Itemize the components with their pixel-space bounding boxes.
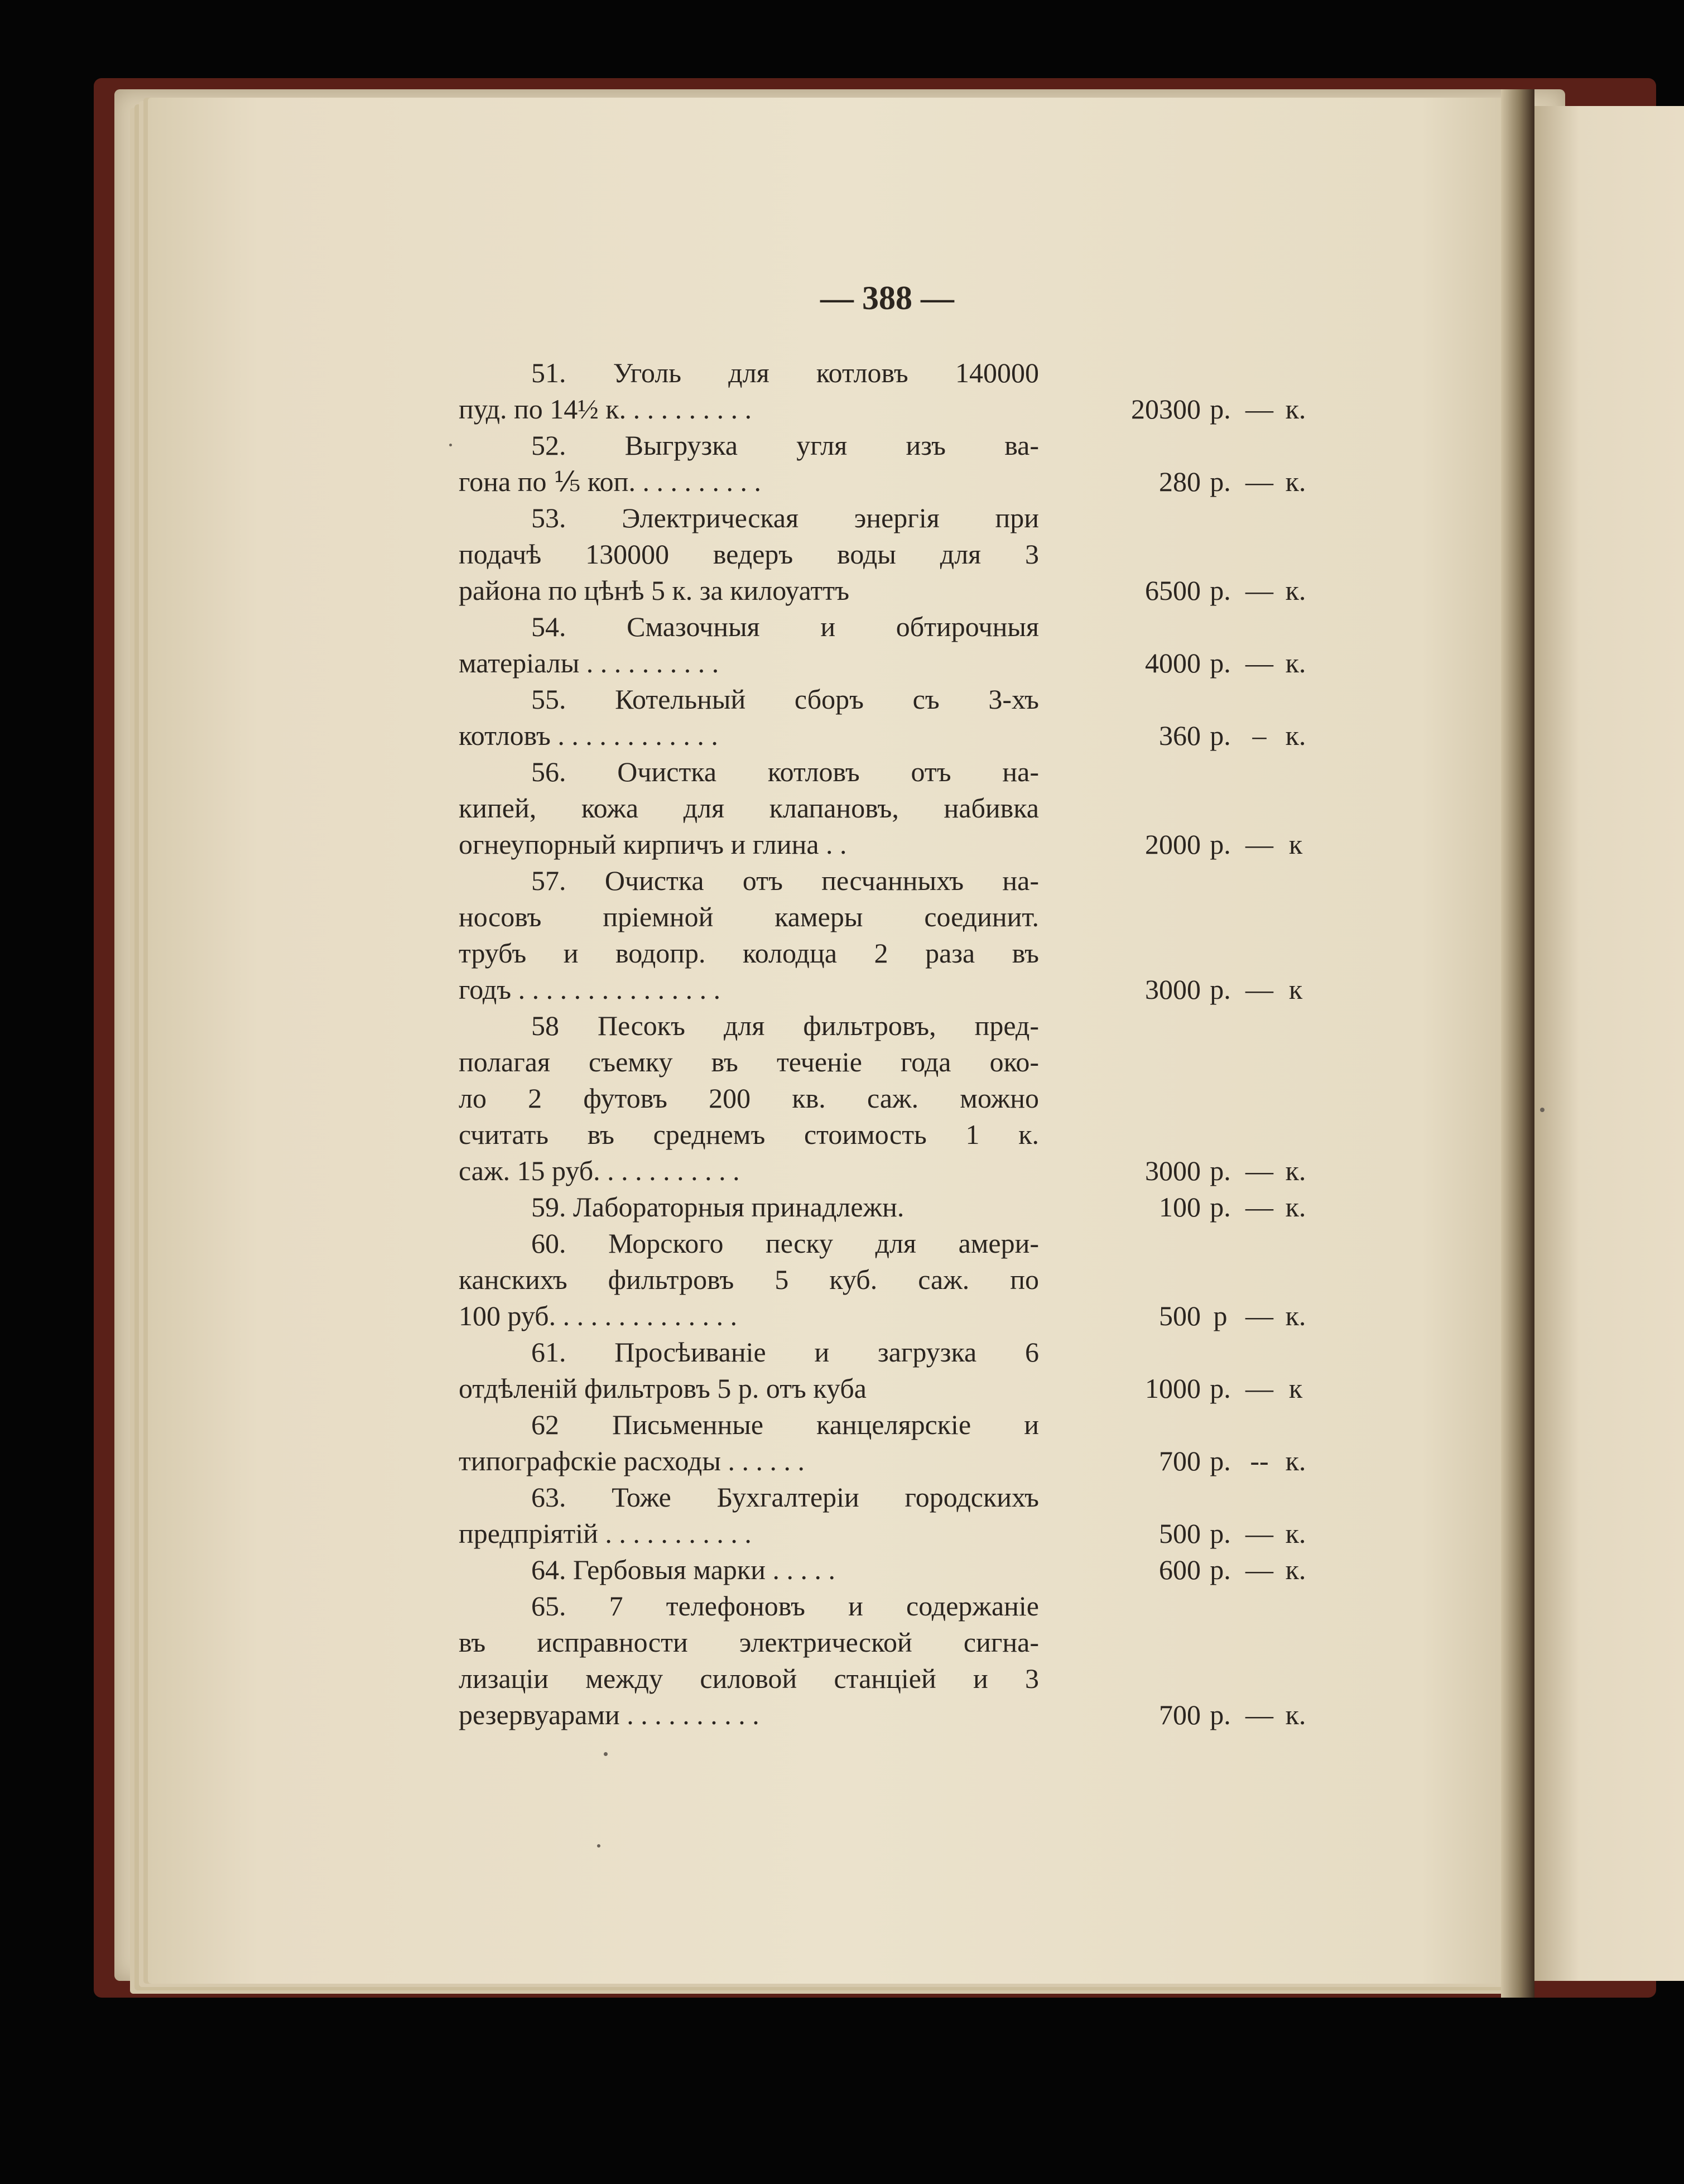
ruble-unit: р. bbox=[1210, 1554, 1231, 1585]
expense-text: гона по ⅕ коп. . . . . . . . . . bbox=[459, 466, 761, 497]
expense-item bbox=[459, 1334, 1329, 1407]
expense-line bbox=[459, 1080, 1329, 1117]
kopeck-unit: к. bbox=[1285, 1300, 1306, 1331]
expense-text: 100 руб. . . . . . . . . . . . . . bbox=[459, 1300, 738, 1331]
expense-item bbox=[459, 754, 1329, 863]
expense-item bbox=[459, 1588, 1329, 1733]
ruble-unit: р bbox=[1213, 1300, 1228, 1331]
kopeck-unit: к bbox=[1288, 1373, 1303, 1404]
expense-text: 58 Песокъ для фильтровъ, пред- bbox=[531, 1010, 1039, 1041]
expense-item bbox=[459, 863, 1329, 1008]
expense-amount: 3000 bbox=[1145, 974, 1201, 1005]
ruble-unit: р. bbox=[1210, 1191, 1231, 1223]
expense-item bbox=[459, 609, 1329, 681]
expense-item bbox=[459, 1552, 1329, 1588]
expense-line bbox=[459, 935, 1329, 971]
expense-item bbox=[459, 681, 1329, 754]
expense-line bbox=[459, 718, 1329, 754]
expense-text: лизаціи между силовой станціей и 3 bbox=[459, 1663, 1039, 1694]
expense-text: носовъ пріемной камеры соединит. bbox=[459, 901, 1039, 932]
expense-amount: 1000 bbox=[1145, 1373, 1201, 1404]
expense-line bbox=[459, 1697, 1329, 1733]
dash-mark: — bbox=[1245, 1518, 1273, 1549]
kopeck-unit: к bbox=[1288, 829, 1303, 860]
expense-line bbox=[459, 1262, 1329, 1298]
expense-line bbox=[459, 1334, 1329, 1370]
expense-text: годъ . . . . . . . . . . . . . . . bbox=[459, 974, 721, 1005]
expense-line bbox=[459, 681, 1329, 718]
expense-text: 64. Гербовыя марки . . . . . bbox=[531, 1554, 835, 1585]
expense-line bbox=[459, 1552, 1329, 1588]
expense-text: въ исправности электрической сигна- bbox=[459, 1627, 1039, 1658]
expense-text: канскихъ фильтровъ 5 куб. саж. по bbox=[459, 1264, 1039, 1295]
expense-text: огнеупорный кирпичъ и глина . . bbox=[459, 829, 847, 860]
expense-line bbox=[459, 790, 1329, 826]
expense-text: 55. Котельный сборъ съ 3-хъ bbox=[531, 684, 1039, 715]
expense-text: трубъ и водопр. колодца 2 раза въ bbox=[459, 937, 1039, 969]
expense-line bbox=[459, 1298, 1329, 1334]
expense-line bbox=[459, 609, 1329, 645]
kopeck-unit: к. bbox=[1285, 1191, 1306, 1223]
dash-mark: – bbox=[1252, 720, 1267, 751]
dash-mark: — bbox=[1245, 1373, 1273, 1404]
expense-amount: 360 bbox=[1159, 720, 1201, 751]
expense-text: матеріалы . . . . . . . . . . bbox=[459, 647, 719, 679]
expense-text: района по цѣнѣ 5 к. за килоуаттъ bbox=[459, 575, 850, 606]
expense-text: ло 2 футовъ 200 кв. саж. можно bbox=[459, 1083, 1039, 1114]
expense-text: предпріятій . . . . . . . . . . . bbox=[459, 1518, 752, 1549]
kopeck-unit: к. bbox=[1285, 1518, 1306, 1549]
expense-text: 53. Электрическая энергія при bbox=[531, 502, 1039, 533]
expense-line bbox=[459, 1479, 1329, 1516]
dash-mark: — bbox=[1245, 647, 1273, 679]
expense-text: 56. Очистка котловъ отъ на- bbox=[531, 756, 1039, 787]
expense-line bbox=[459, 1443, 1329, 1479]
expense-text: пуд. по 14½ к. . . . . . . . . . bbox=[459, 393, 752, 425]
kopeck-unit: к. bbox=[1285, 1554, 1306, 1585]
expense-amount: 700 bbox=[1159, 1699, 1201, 1730]
dash-mark: — bbox=[1245, 466, 1273, 497]
dash-mark: — bbox=[1245, 1191, 1273, 1223]
ruble-unit: р. bbox=[1210, 720, 1231, 751]
expense-line bbox=[459, 826, 1329, 863]
expense-line bbox=[459, 1370, 1329, 1407]
expense-text: 54. Смазочныя и обтирочныя bbox=[531, 611, 1039, 642]
expense-item bbox=[459, 427, 1329, 500]
dash-mark: — bbox=[1245, 1554, 1273, 1585]
expense-line bbox=[459, 1225, 1329, 1262]
expense-text: отдѣленій фильтровъ 5 р. отъ куба bbox=[459, 1373, 867, 1404]
expense-amount: 100 bbox=[1159, 1191, 1201, 1223]
expense-text: 52. Выгрузка угля изъ ва- bbox=[531, 430, 1039, 461]
ruble-unit: р. bbox=[1210, 1699, 1231, 1730]
expense-item bbox=[459, 1479, 1329, 1552]
expense-line bbox=[459, 500, 1329, 536]
expense-line bbox=[459, 1117, 1329, 1153]
expense-line bbox=[459, 1189, 1329, 1225]
expense-line bbox=[459, 1044, 1329, 1080]
expense-line bbox=[459, 971, 1329, 1008]
kopeck-unit: к. bbox=[1285, 466, 1306, 497]
ruble-unit: р. bbox=[1210, 974, 1231, 1005]
expense-item bbox=[459, 500, 1329, 609]
expense-text: полагая съемку въ теченіе года око- bbox=[459, 1046, 1039, 1077]
book-gutter bbox=[1501, 89, 1534, 1998]
expense-line bbox=[459, 645, 1329, 681]
expense-line bbox=[459, 754, 1329, 790]
dash-mark: — bbox=[1245, 974, 1273, 1005]
expense-text: 61. Просѣиваніе и загрузка 6 bbox=[531, 1336, 1039, 1368]
expense-text: резервуарами . . . . . . . . . . bbox=[459, 1699, 759, 1730]
ruble-unit: р. bbox=[1210, 829, 1231, 860]
expense-amount: 600 bbox=[1159, 1554, 1201, 1585]
expense-line bbox=[459, 464, 1329, 500]
expense-text: типографскіе расходы . . . . . . bbox=[459, 1445, 805, 1476]
page-number: — 388 — bbox=[820, 280, 954, 316]
expense-line bbox=[459, 573, 1329, 609]
kopeck-unit: к. bbox=[1285, 1445, 1306, 1476]
ruble-unit: р. bbox=[1210, 1518, 1231, 1549]
ink-speck bbox=[604, 1752, 608, 1756]
ink-speck bbox=[449, 444, 452, 446]
expense-line bbox=[459, 1624, 1329, 1661]
expense-amount: 500 bbox=[1159, 1518, 1201, 1549]
expense-text: 63. Тоже Бухгалтеріи городскихъ bbox=[531, 1481, 1039, 1513]
expense-line bbox=[459, 1407, 1329, 1443]
expense-text: 57. Очистка отъ песчанныхъ на- bbox=[531, 865, 1039, 896]
dash-mark: — bbox=[1245, 1699, 1273, 1730]
expense-text: кипей, кожа для клапановъ, набивка bbox=[459, 792, 1039, 824]
ruble-unit: р. bbox=[1210, 1373, 1231, 1404]
expense-line bbox=[459, 1153, 1329, 1189]
expense-line bbox=[459, 391, 1329, 427]
dash-mark: — bbox=[1245, 829, 1273, 860]
expense-line bbox=[459, 863, 1329, 899]
dash-mark: -- bbox=[1250, 1445, 1269, 1476]
expense-text: считать въ среднемъ стоимость 1 к. bbox=[459, 1119, 1039, 1150]
ruble-unit: р. bbox=[1210, 575, 1231, 606]
expense-amount: 280 bbox=[1159, 466, 1201, 497]
expense-amount: 2000 bbox=[1145, 829, 1201, 860]
expense-line bbox=[459, 355, 1329, 391]
ink-speck bbox=[1540, 1108, 1545, 1112]
expense-item bbox=[459, 355, 1329, 427]
expense-line bbox=[459, 427, 1329, 464]
expense-line bbox=[459, 899, 1329, 935]
kopeck-unit: к. bbox=[1285, 575, 1306, 606]
kopeck-unit: к. bbox=[1285, 1155, 1306, 1186]
expense-amount: 700 bbox=[1159, 1445, 1201, 1476]
expense-amount: 3000 bbox=[1145, 1155, 1201, 1186]
kopeck-unit: к bbox=[1288, 974, 1303, 1005]
dash-mark: — bbox=[1245, 393, 1273, 425]
kopeck-unit: к. bbox=[1285, 1699, 1306, 1730]
expense-line bbox=[459, 1516, 1329, 1552]
ruble-unit: р. bbox=[1210, 393, 1231, 425]
ruble-unit: р. bbox=[1210, 466, 1231, 497]
kopeck-unit: к. bbox=[1285, 393, 1306, 425]
expense-line bbox=[459, 1661, 1329, 1697]
expense-line bbox=[459, 536, 1329, 573]
dash-mark: — bbox=[1245, 575, 1273, 606]
expense-text: саж. 15 руб. . . . . . . . . . . bbox=[459, 1155, 740, 1186]
expense-line bbox=[459, 1588, 1329, 1624]
expense-item bbox=[459, 1189, 1329, 1225]
expense-text: 60. Морского песку для амери- bbox=[531, 1228, 1039, 1259]
kopeck-unit: к. bbox=[1285, 647, 1306, 679]
expense-text: котловъ . . . . . . . . . . . . bbox=[459, 720, 718, 751]
kopeck-unit: к. bbox=[1285, 720, 1306, 751]
expense-list bbox=[459, 355, 1329, 1733]
ruble-unit: р. bbox=[1210, 1155, 1231, 1186]
right-page-edge bbox=[1534, 106, 1684, 1981]
expense-text: 51. Уголь для котловъ 140000 bbox=[531, 357, 1039, 388]
ink-speck bbox=[597, 1844, 600, 1848]
dash-mark: — bbox=[1245, 1300, 1273, 1331]
ruble-unit: р. bbox=[1210, 1445, 1231, 1476]
expense-amount: 500 bbox=[1159, 1300, 1201, 1331]
expense-item bbox=[459, 1008, 1329, 1189]
expense-amount: 6500 bbox=[1145, 575, 1201, 606]
expense-item bbox=[459, 1407, 1329, 1479]
dash-mark: — bbox=[1245, 1155, 1273, 1186]
expense-text: 65. 7 телефоновъ и содержаніе bbox=[531, 1590, 1039, 1622]
expense-item bbox=[459, 1225, 1329, 1334]
ruble-unit: р. bbox=[1210, 647, 1231, 679]
expense-text: 59. Лабораторныя принадлежн. bbox=[531, 1191, 904, 1223]
expense-line bbox=[459, 1008, 1329, 1044]
expense-text: подачѣ 130000 ведеръ воды для 3 bbox=[459, 538, 1039, 570]
expense-amount: 20300 bbox=[1131, 393, 1201, 425]
expense-amount: 4000 bbox=[1145, 647, 1201, 679]
expense-text: 62 Письменные канцелярскіе и bbox=[531, 1409, 1039, 1440]
